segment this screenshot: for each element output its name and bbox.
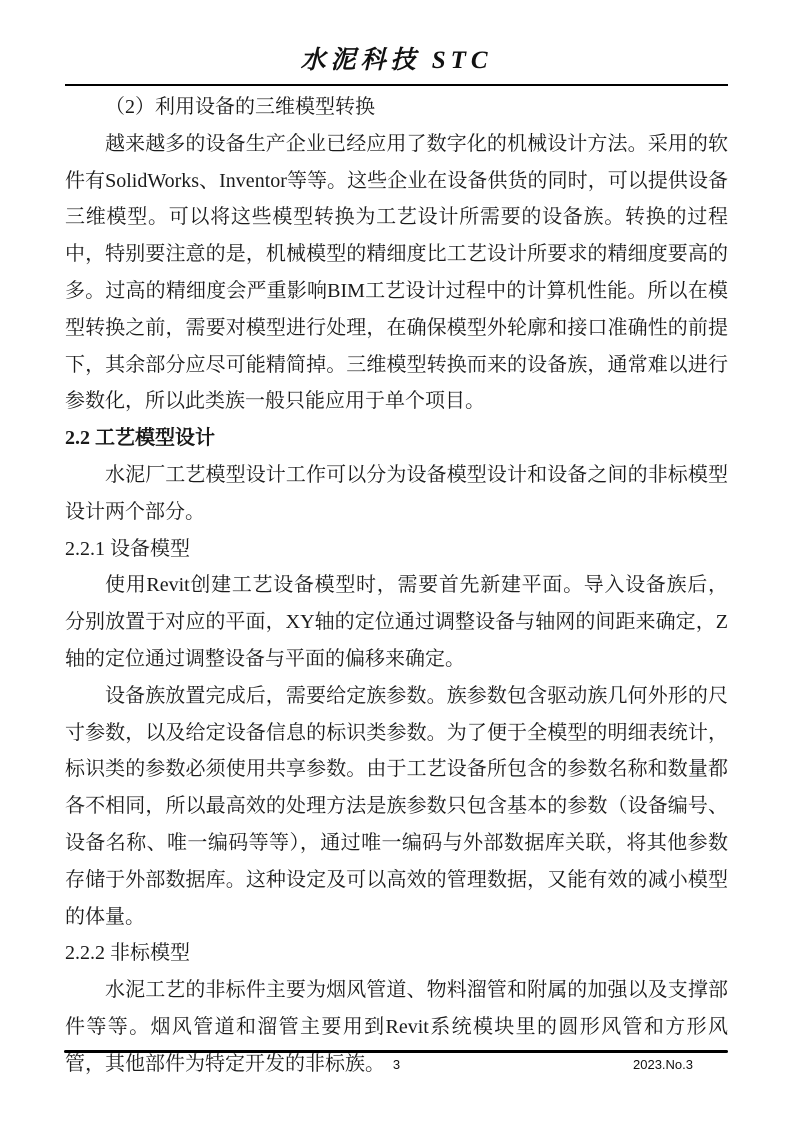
footer-rule	[64, 1050, 728, 1053]
page-number: 3	[392, 1057, 401, 1072]
issue-label: 2023.No.3	[633, 1057, 693, 1072]
paragraph-nonstandard-model: 水泥工艺的非标件主要为烟风管道、物料溜管和附属的加强以及支撑部件等等。烟风管道和溜管主要用到Revit系统模块里的圆形风管和方形风管，其他部件为特定开发的非标族。	[65, 979, 728, 1075]
paragraph-design-two-parts: 水泥厂工艺模型设计工作可以分为设备模型设计和设备之间的非标模型设计两个部分。	[65, 463, 728, 523]
subsection-heading-2-2-2: 2.2.2 非标模型	[65, 942, 190, 965]
journal-title: 水泥科技 STC	[300, 47, 493, 74]
document-body	[65, 89, 728, 1083]
section-heading-2-2: 2.2 工艺模型设计	[65, 427, 215, 450]
paragraph-revit-equipment-model: 使用Revit创建工艺设备模型时，需要首先新建平面。导入设备族后，分别放置于对应的平面，XY轴的定位通过调整设备与轴网的间距来确定，Z轴的定位通过调整设备与平面的偏移来确定。	[65, 574, 728, 670]
paragraph-model-conversion-details: 越来越多的设备生产企业已经应用了数字化的机械设计方法。采用的软件有SolidWorks、Inventor等等。这些企业在设备供货的同时，可以提供设备三维模型。可以将这些模型转换为工艺设计所需要的设备族。转换的过程中，特别要注意的是，机械模型的精细度比工艺设计所要求的精细度要高的多。过高的精细度会严重影响BIM工艺设计过程中的计算机性能。所以在模型转换之前，需要对模型进行处理，在确保模型外轮廓和接口准确性的前提下，其余部分应尽可能精简掉。三维模型转换而来的设备族，通常难以进行参数化，所以此类族一般只能应用于单个项目。	[65, 132, 728, 413]
header-rule	[65, 84, 728, 86]
paragraph-equipment-3d-conversion: （2）利用设备的三维模型转换	[105, 96, 375, 118]
paragraph-family-parameters: 设备族放置完成后，需要给定族参数。族参数包含驱动族几何外形的尺寸参数，以及给定设备信息的标识类参数。为了便于全模型的明细表统计，标识类的参数必须使用共享参数。由于工艺设备所包含的参数名称和数量都各不相同，所以最高效的处理方法是族参数只包含基本的参数（设备编号、设备名称、唯一编码等等），通过唯一编码与外部数据库关联，将其他参数存储于外部数据库。这种设定及可以高效的管理数据，又能有效的减小模型的体量。	[65, 684, 728, 928]
subsection-heading-2-2-1: 2.2.1 设备模型	[65, 537, 190, 560]
